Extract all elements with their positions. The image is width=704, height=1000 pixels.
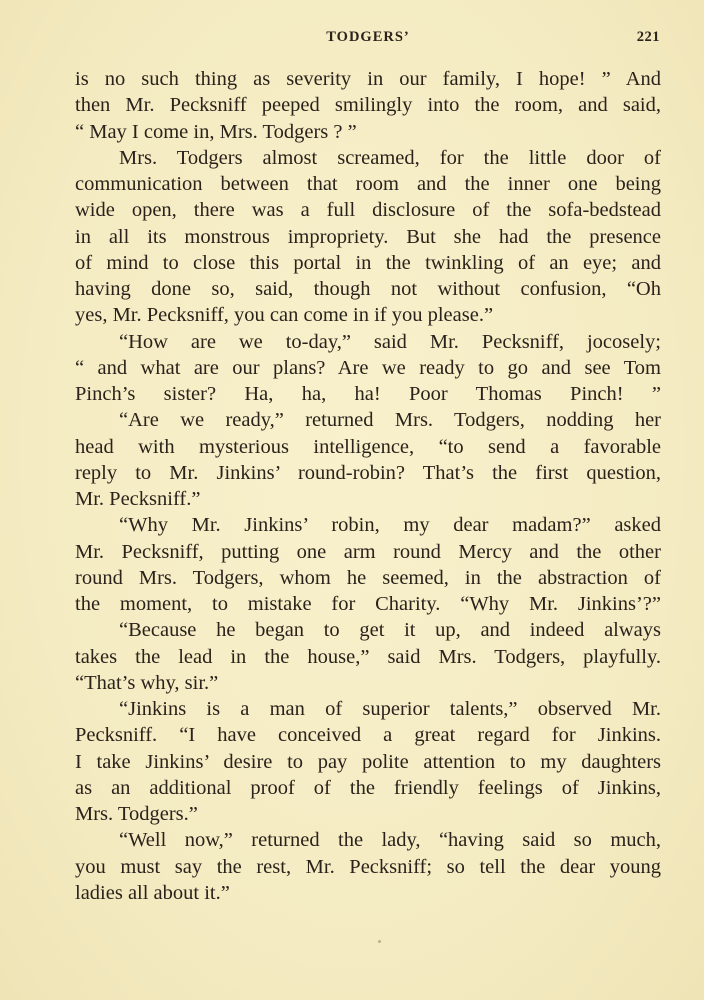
body-text [75,66,661,906]
running-title: TODGERS’ [326,29,410,45]
text-line: “ and what are our plans? Are we ready to go and see Tom [75,356,661,379]
text-line: Mrs. Todgers almost screamed, for the little door of [119,146,661,169]
text-line: communication between that room and the inner one being [75,173,661,195]
text-line: in all its monstrous impropriety. But she had the presence [75,225,661,248]
text-line: round Mrs. Todgers, whom he seemed, in the abstraction of [75,566,661,589]
text-line: of mind to close this portal in the twinkling of an eye; and [75,251,661,274]
paper-speck [378,940,381,943]
text-line: the moment, to mistake for Charity. “Why Mr. Jinkins’?” [75,593,661,615]
text-line: “ May I come in, Mrs. Todgers ? ” [75,120,357,143]
page-number: 221 [636,29,660,45]
text-line: then Mr. Pecksniff peeped smilingly into the room, and said, [75,94,661,117]
text-line: is no such thing as severity in our family, I hope! ” And [75,68,661,90]
text-line: “Jinkins is a man of superior talents,” observed Mr. [119,698,661,720]
text-line: Mr. Pecksniff, putting one arm round Mercy and the other [75,540,661,563]
text-line: “That’s why, sir.” [75,671,219,694]
text-line: Pinch’s sister? Ha, ha, ha! Poor Thomas Pinch! ” [75,383,661,405]
text-line: as an additional proof of the friendly feelings of Jinkins, [75,776,661,799]
text-line: ladies all about it.” [75,881,230,904]
text-line: wide open, there was a full disclosure of the sofa-bedstead [75,199,661,222]
text-line: “How are we to-day,” said Mr. Pecksniff, jocosely; [119,330,661,353]
text-line: you must say the rest, Mr. Pecksniff; so tell the dear young [75,855,661,878]
running-head [76,29,660,51]
text-line: Pecksniff. “I have conceived a great regard for Jinkins. [75,724,661,747]
text-line: head with mysterious intelligence, “to send a favorable [75,435,661,458]
text-line: “Well now,” returned the lady, “having said so much, [119,829,661,852]
text-line: reply to Mr. Jinkins’ round-robin? That’s the first question, [75,461,661,484]
text-line: I take Jinkins’ desire to pay polite attention to my daughters [75,750,661,773]
text-line: yes, Mr. Pecksniff, you can come in if you please.” [75,304,494,327]
text-line: “Why Mr. Jinkins’ robin, my dear madam?” asked [119,514,661,537]
text-line: “Because he began to get it up, and indeed always [119,619,661,642]
text-line: takes the lead in the house,” said Mrs. Todgers, playfully. [75,645,661,668]
text-line: having done so, said, though not without confusion, “Oh [75,278,661,300]
text-line: Mr. Pecksniff.” [75,488,201,510]
text-line: “Are we ready,” returned Mrs. Todgers, nodding her [119,409,661,432]
text-line: Mrs. Todgers.” [75,803,198,825]
